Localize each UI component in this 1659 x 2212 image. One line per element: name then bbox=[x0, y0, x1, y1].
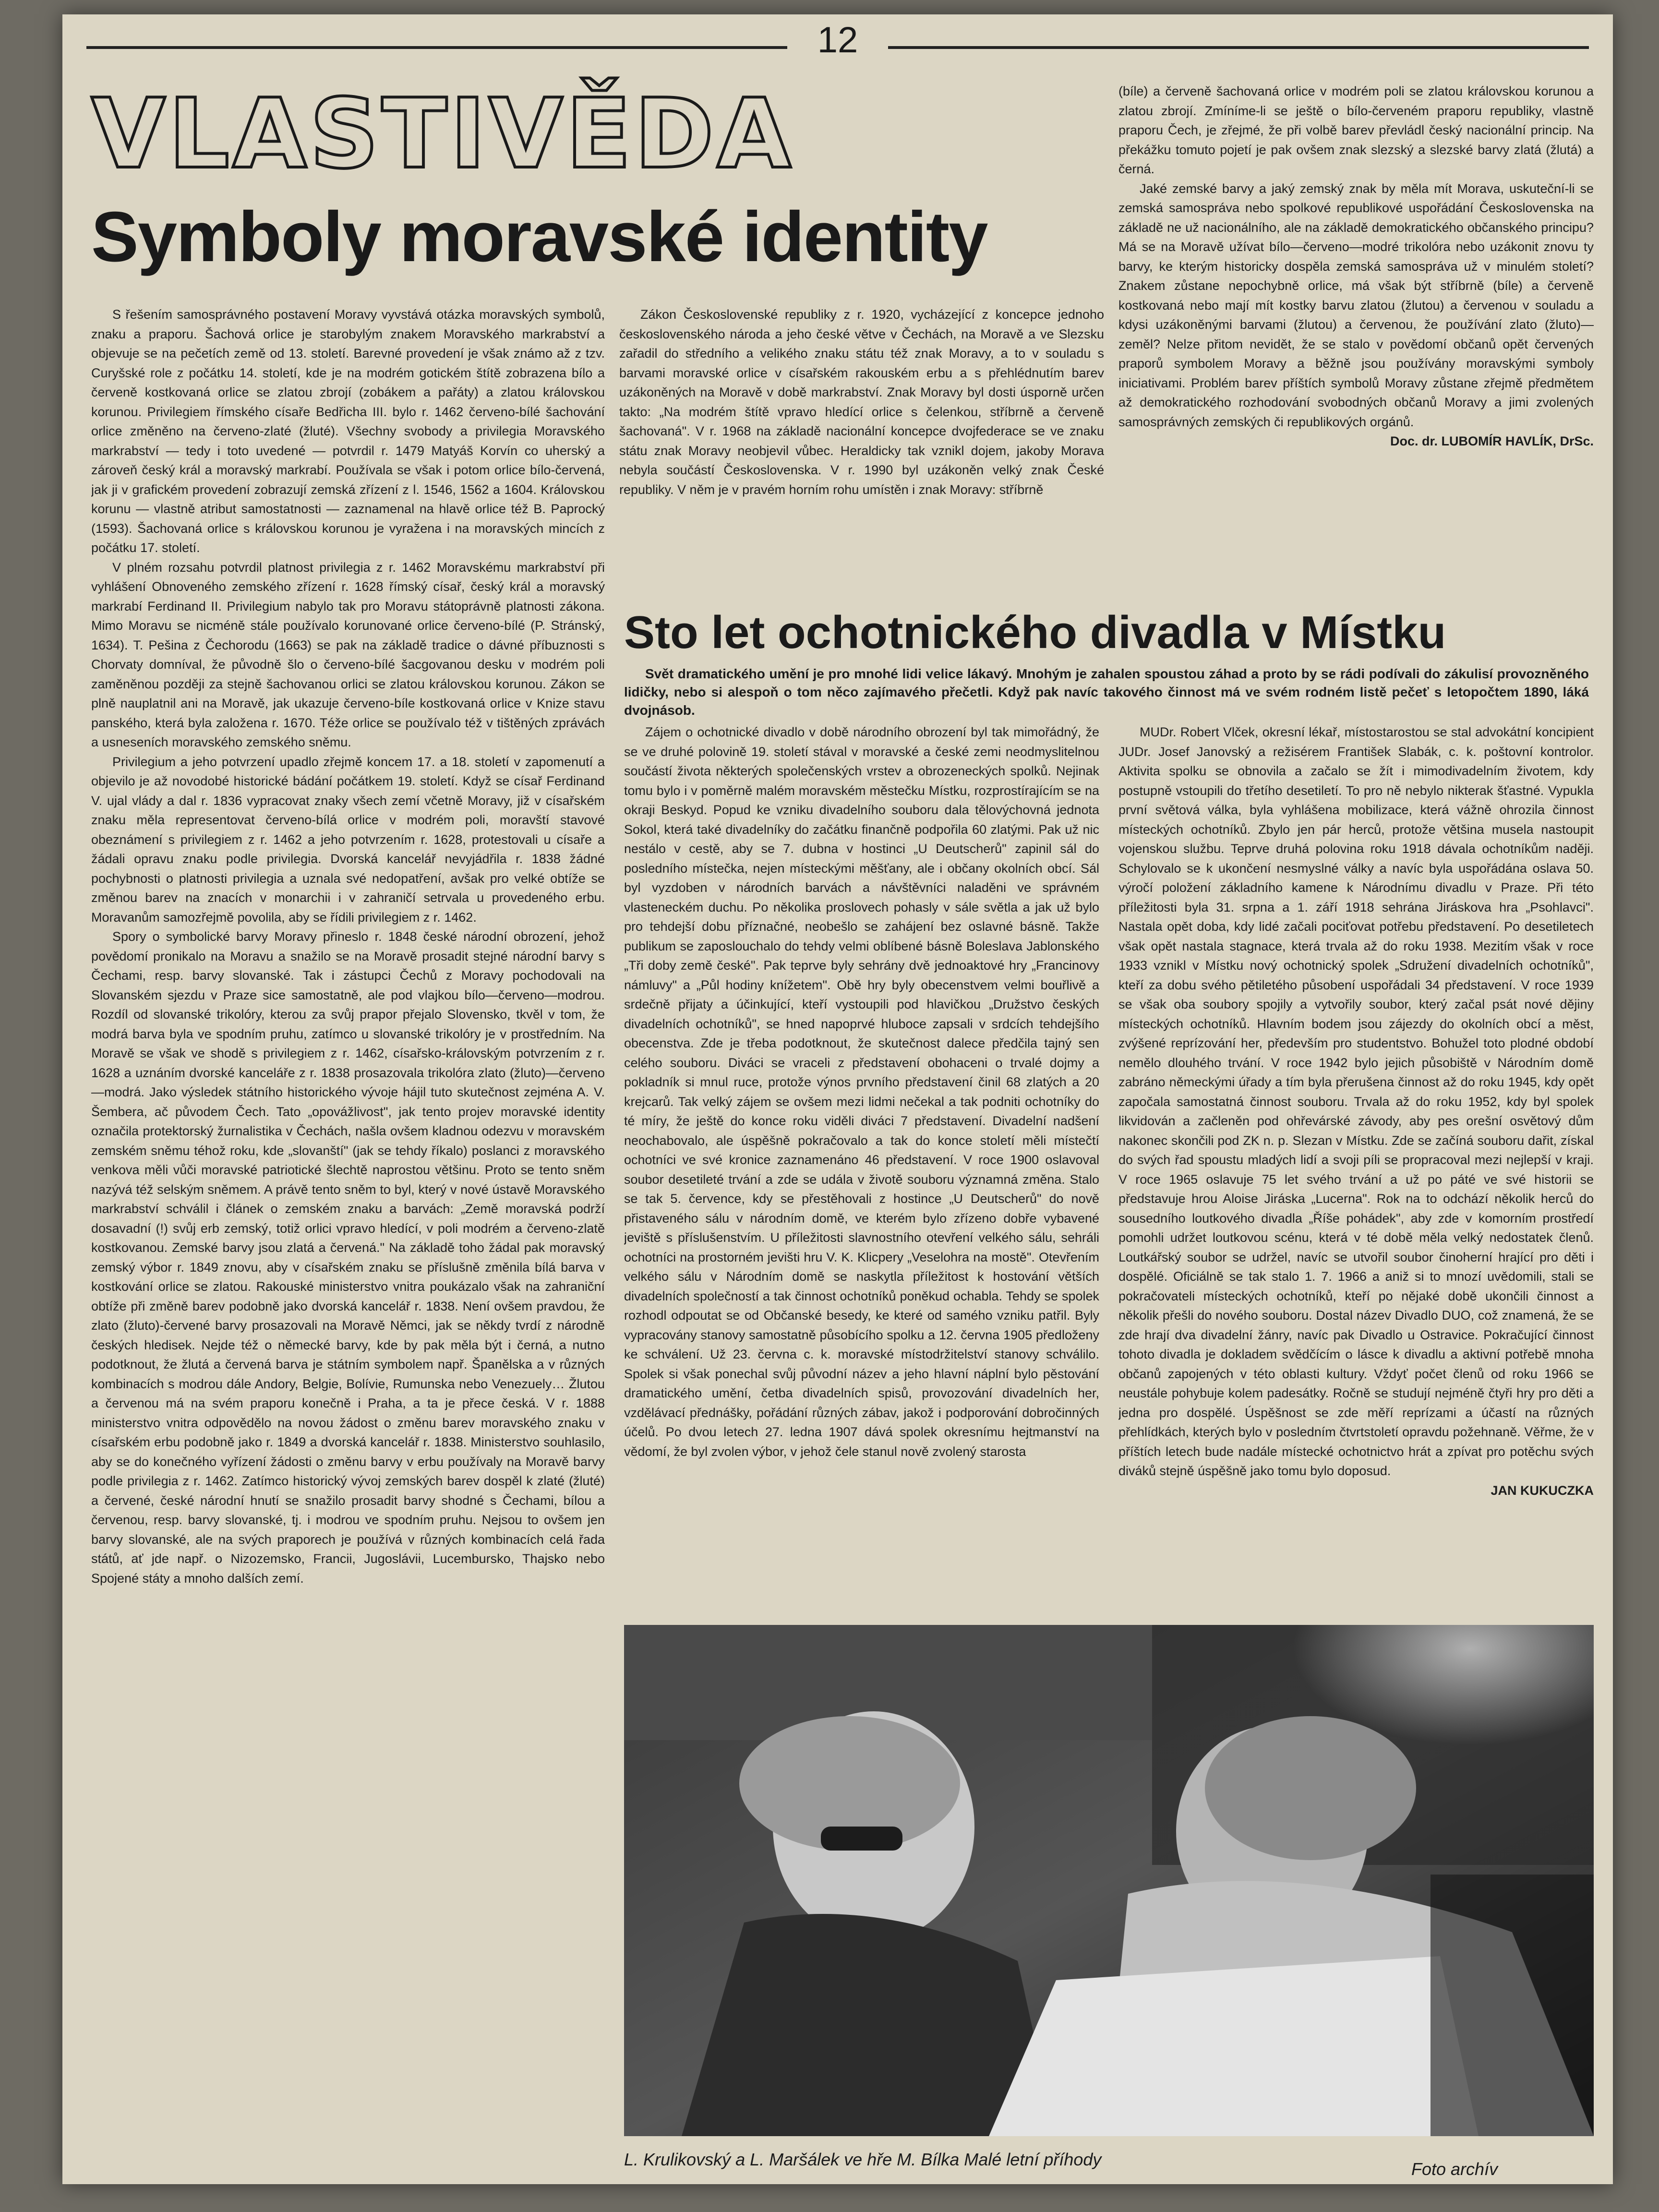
section-title: VLASTIVĚDA bbox=[91, 78, 794, 190]
newspaper-page bbox=[62, 14, 1613, 2184]
article1-column-2 bbox=[619, 305, 1104, 600]
article2-lead: Svět dramatického umění je pro mnohé lidi velice lákavý. Mnohým je zahalen spoustou záhad a proto by se rádi podívali do zákulisí provozněného lidičky, nebo si alespoň o tom něco zajímavého přečetli. Když pak navíc takového činnost má ve svém rodném listě pečeť s letopočtem 1890, láká dvojnásob. bbox=[624, 666, 1589, 718]
article1-paragraph: Spory o symbolické barvy Moravy přineslo r. 1848 české národní obrození, jehož povědomí pronikalo na Moravu a snažilo se na Moravě prosadit stejné národní barvy s Čechami, resp. barvy slovanské. Tak i zástupci Čechů z Moravy pochodovali na Slovanském sjezdu v Praze sice samostatně, ale pod vlajkou bílo—červeno—modrou. Rozdíl od slovanské trikolóry, kterou za svůj prapor přejalo Slovensko, tkvěl v tom, že modrá barva byla ve spodním pruhu, zatímco u slovanské trikolóry je v prostředním. Na Moravě se však ve shodě s privilegiem z r. 1462, císařsko-královským potvrzením z r. 1628 a uznáním dvorské kanceláře z r. 1838 prosazovala trikolóra zlato (žluto)—červeno—modrá. Jako výsledek státního historického vývoje hájil tuto skutečnost zejména A. V. Šembera, ač původem Čech. Tato „opovážlivost", jak tento projev moravské identity označila protektorský žurnalistika v Čechách, našla ovšem kladnou odezvu v moravském zemském sněmu téhož roku, kde „slovanští" (jak se tehdy říkalo) poslanci z moravského venkova měli vůči moravské patriotické šlechtě naprostou většinu. Proto se tento sněm nazývá též selským sněmem. A právě tento sněm to byl, který v nové ústavě Moravského markrabství schválil i článek o zemském znaku a barvách: „Země moravská podrží dosavadní (!) svůj erb zemský, totiž orlici vpravo hledící, v poli modrém a červeno-zlatě kostkovanou. Zemské barvy jsou zlatá a červená." Na základě toho žádal pak moravský zemský výbor r. 1849 znovu, aby v císařském znaku se příslušně změnila bílá barva v kostkování orlice se zlatou. Rakouské ministerstvo vnitra poukázalo však na zahraniční obtíže při změně barev podobně jako dvorská kancelář r. 1838. Není ovšem pravdou, že zlato (žluto)-červené barvy prosazovali na Moravě Němci, jak se někdy tvrdí z národně českých hledisek. Nejde též o německé barvy, kde by pak měla být i černá, a nutno podotknout, že žlutá a červená barva je státním symbolem např. Španělska a v různých kombinacích s modrou dále Andory, Belgie, Bolívie, Rumunska nebo Venezuely… Žlutou a červenou má na svém praporu konečně i Praha, a ta je přece česká. V r. 1888 ministerstvo vnitra odpovědělo na novou žádost o změnu barev moravského znaku v císařském erbu podobně jako r. 1849 a dvorská kancelář r. 1838. Ministerstvo souhlasilo, aby se do konečného vyřízení žádosti o změnu barvy v erbu používaly na Moravě barvy podle privilegia z r. 1462. Zatímco historický vývoj zemských barev dospěl k zlaté (žluté) a červené, české národní hnutí se snažilo prosadit barvy shodné s Čechami, bílou a červenou, resp. barvy slovanské, tj. i modrou ve spodním pruhu. Nejsou to ovšem jen barvy slovanské, ale na svých praporech je používá v různých kombinacích celá řada států, ať jde např. o Nizozemsko, Francii, Jugoslávii, Lucembursko, Thajsko nebo Spojené státy a mnoho dalších zemí. bbox=[91, 929, 605, 1586]
article2-column-2 bbox=[1118, 722, 1594, 1618]
article2-paragraph: Zájem o ochotnické divadlo v době národního obrození byl tak mimořádný, že se ve druhé polovině 19. století stával v moravské a české zemi neodmyslitelnou součástí života některých společenských vrstev a obrozeneckých spolků. Nejinak tomu bylo i v poměrně malém moravském městečku Místku, rozprostírajícím se na okraji Beskyd. Popud ke vzniku divadelního souboru dala tělovýchovná jednota Sokol, která také divadelníky do začátku finančně podpořila 60 zlatými. Pak už nic nestálo v cestě, aby se 7. dubna v hostinci „U Deutscherů" zapinil sál do posledního místečka, nejen místeckými měšťany, ale i občany okolních obcí. Sál byl vyzdoben v národních barvách a návštěvníci naladěni ve správném vlasteneckém duchu. Po několika proslovech pohasly v sále světla a jak už bylo pro tehdejší dobu příznačné, neobešlo se zahájení bez oslavné básně. Takže publikum se zaposlouchalo do tehdy velmi oblíbené básně Boleslava Jablonského „Tři doby země české". Pak teprve byly sehrány dvě jednoaktové hry „Francinovy námluvy" a „Půl hodiny knížetem". Obě hry byly obecenstvem velmi bouřlivě a srdečně přijaty a účinkující, kteří vystoupili pod hlavičkou „Družstvo českých divadelních ochotníků", se hned napoprvé hluboce zapsali v srdcích tehdejšího obecenstva. Zde je třeba podotknout, že skutečnost dalece předčila tajný sen celého souboru. Diváci se vraceli z představení obohaceni o trvalé dojmy a pokladník si mnul ruce, protože výnos prvního představení činil 68 zlatých a 20 krejcarů. Tak velký zájem se ovšem mezi lidmi nečekal a tak podniti ochotníky do té míry, že ještě do konce roku viděli diváci 7 představení. Divadelní nadšení neochabovalo, ale úspěšně pokračovalo a tak do konce století měli místečtí ochotníci ve své kronice zaznamenáno 46 představení. V roce 1900 oslavoval soubor desetileté trvání a zde se udála v životě souboru významná změna. Stalo se tak 5. července, kdy se přestěhovali z hostince „U Deutscherů" do nově přistaveného sálu v národním domě, ve kterém bylo zřízeno dobře vybavené jeviště s příslušenstvím. U příležitosti slavnostního otevření velkého sálu, sehráli ochotníci na prostorném jevišti hru V. K. Klicpery „Veselohra na mostě". Otevřením velkého sálu v Národním domě se naskytla příležitost k hostování větších divadelních společností a tak činnost ochotníků poněkud ochabla. Tehdy se spolek rozhodl odpoutat se od Občanské besedy, ke které od samého vzniku patřil. Byly vypracovány stanovy samostatně působícího spolku a 12. června 1905 předloženy ke schválení. Už 23. června c. k. moravské místodržitelství stanovy schválilo. Spolek si však ponechal svůj původní název a jeho hlavní náplní bylo pěstování dramatického umění, četba divadelních spisů, provozování divadelních her, vzdělávací přednášky, pořádání různých zábav, jakož i podporování dobročinných účelů. Po dvou letech 27. ledna 1907 dává spolek okresnímu hejtmanství na vědomí, že byl zvolen výbor, v jehož čele stanul nově zvolený starosta bbox=[624, 725, 1099, 1459]
article2-title: Sto let ochotnického divadla v Místku bbox=[624, 607, 1446, 658]
article1-paragraph: Privilegium a jeho potvrzení upadlo zřejmě koncem 17. a 18. století v zapomenutí a objevilo je až novodobé historické bádání počátkem 19. století. Když se císař Ferdinand V. ujal vlády a dal r. 1836 vypracovat znaky všech zemí včetně Moravy, již v císařském znaku měla representovat červeno-bílá orlice v modrém poli, moravští stavové obeznámení s privilegiem z r. 1462 a jeho potvrzením r. 1628, protestovali u císaře a žádali opravu znaku podle privilegia. Dvorská kancelář nevyjádřila r. 1838 žádné pochybnosti o platnosti privilegia a uznala své nedopatření, avšak pro velké obtíže se změnou barev na znacích v monarchii i v zahraničí setrvala u provedeného erbu. Moravanům samozřejmě povolila, aby se řídili privilegiem z r. 1462. bbox=[91, 754, 605, 925]
photo-caption: L. Krulikovský a L. Maršálek ve hře M. Bílka Malé letní příhody bbox=[624, 2150, 1102, 2169]
article2-author: JAN KUKUCZKA bbox=[1491, 1483, 1594, 1498]
article1-column-3 bbox=[1118, 82, 1594, 600]
photo-credit: Foto archív bbox=[1411, 2159, 1498, 2179]
theater-photo bbox=[624, 1625, 1594, 2136]
article1-title: Symboly moravské identity bbox=[91, 197, 987, 276]
article1-paragraph: S řešením samosprávného postavení Moravy vyvstává otázka moravských symbolů, znaku a praporu. Šachová orlice je starobylým znakem Moravského markrabství a objevuje se na pečetích země od 13. století. Barevné provedení je však známo až z tzv. Curyšské role z počátku 14. století, kde je na modrém gotickém štítě zobrazena bílo a červeně kostkovaná orlice se zlatou zbrojí (zobákem a pařáty) a zlatou královskou korunou. Privilegiem římského císaře Bedřicha III. bylo r. 1462 červeno-bílé šachování orlice změněno na červeno-zlaté (žluté). Všechny svobody a privilegia Moravského markrabství — tedy i toto uvedené — potvrdil r. 1479 Matyáš Korvín co uherský a zároveň český král a moravský markrabí. Používala se však i potom orlice bílo-červená, jak ji v grafickém provedení zobrazují zemská zřízení z l. 1546, 1562 a 1604. Královskou korunu — vlastně atribut samostatnosti — zaznamenal na hlavě orlice též B. Paprocký (1593). Šachovaná orlice s královskou korunou je vyražena i na moravských mincích z počátku 17. století. bbox=[91, 307, 605, 555]
article2-column-1 bbox=[624, 722, 1099, 1618]
article1-author: Doc. dr. LUBOMÍR HAVLÍK, DrSc. bbox=[1390, 434, 1594, 448]
header-rule-left bbox=[86, 46, 787, 49]
header-rule-right bbox=[888, 46, 1589, 49]
article1-paragraph: Jaké zemské barvy a jaký zemský znak by měla mít Morava, uskuteční-li se zemská samospráva nebo spolkové republikové uspořádání Československa na základě ne už nacionálního, ale na základě demokratického občanského principu? Má se na Moravě užívat bílo—červeno—modré trikolóra nebo uzákonit znovu ty barvy, ke kterým historicky dospěla zemská samospráva už v minulém století? Znakem zůstane nepochybně orlice, má však být stříbrně (bíle) a červeně kostkovaná nebo mají mít kostky barvu zlatou (žlutou) a červenou v souladu a kdysi uzákoněnými barvami (žlutou) a červenou, že používání zlato (žluto)—zeměl? Nelze přitom nevidět, že se stalo v povědomí občanů opět červených praporů symbolem Moravy a běžně jsou používány moravskými symboly iniciativami. Problém barev příštích symbolů Moravy zůstane zřejmě předmětem až demokratického rozhodování svobodných občanů Moravy a jimi zvolených samosprávných zemských či republikových orgánů. bbox=[1118, 181, 1594, 429]
page-number: 12 bbox=[817, 20, 858, 60]
article1-paragraph: V plném rozsahu potvrdil platnost privilegia z r. 1462 Moravskému markrabství při vyhlášení Obnoveného zemského zřízení r. 1628 římský císař, český král a moravský markrabí Ferdinand II. Privilegium nabylo tak pro Moravu státoprávně platnosti zákona. Mimo Moravu se nicméně stále používalo korunované orlice červeno-bílé (P. Stránský, 1634). T. Pešina z Čechorodu (1663) se pak na základě tradice o dávné příbuznosti s Chorvaty domníval, že původně šlo o červeno-bílé šacgovanou desku v modrém poli zaměněnou později za stejně šachovanou orlici se zlatou královskou korunou. Zákon se plně nauplatnil ani na Moravě, jak ukazuje červeno-bíle kostkovaná orlice v Knize stavu panského, která byla založena r. 1670. Téže orlice se používalo též v tištěných zprávách a usneseních moravského zemského sněmu. bbox=[91, 560, 605, 749]
article2-paragraph: MUDr. Robert Vlček, okresní lékař, místostarostou se stal advokátní koncipient JUDr. Josef Janovský a režisérem František Slabák, c. k. poštovní kontrolor. Aktivita spolku se obnovila a začalo se žít i mimodivadelním životem, kdy postupně vstoupili do třetího desetiletí. To pro ně nebylo nikterak šťastné. Vypukla první světová válka, byla vyhlášena mobilizace, která vážně ohrozila činnost místeckých ochotníků. Zbylo jen pár herců, protože většina musela nastoupit vojenskou službu. Teprve druhá polovina roku 1918 dávala ochotníkům naději. Schylovalo se k ukončení nesmyslné války a navíc byla uspořádána oslava 50. výročí položení základního kamene k Národnímu divadlu v Praze. Při této příležitosti byla 31. srpna a 1. září 1918 sehrána Jiráskova hra „Psohlavci". Nastala opět doba, kdy lidé začali pociťovat potřebu představení. Po desetiletech však opět nastala stagnace, která trvala až do roku 1938. Mezitím však v roce 1933 vznikl v Místku nový ochotnický spolek „Sdružení divadelních ochotníků", kteří za dobu svého pětiletého působení uspořádali 34 představení. V roce 1939 se však oba soubory spojily a vytvořily soubor, který začal psát nové dějiny místeckých ochotníků. Hlavním bodem jsou zájezdy do okolních obcí a měst, zvýšené reprízování her, především pro studentstvo. Bohužel toto plodné období nemělo dlouhého trvání. V roce 1942 bylo jejich působiště v Národním domě zabráno německými úřady a tím byla přerušena činnost až do roku 1945, kdy opět započala samostatná činnost souboru. Trvala až do roku 1952, kdy byl spolek likvidován a začleněn pod ohřevárské závody, aby pes orešní osvětový dům nakonec skončili pod ZK n. p. Slezan v Místku. Zde se začíná souboru dařit, získal do svých řad spoustu mladých lidí a svoji píli se propracoval mezi nejlepší v kraji. V roce 1965 oslavuje 75 let svého trvání a už po páté ve své historii se představuje hrou Aloise Jiráska „Lucerna". Rok na to odchází několik herců do sousedního loutkového divadla „Říše pohádek", aby zde v komorním prostředí pomohli udržet loutkovou scénu, která v té době měla velký nedostatek členů. Loutkářský soubor se udržel, navíc se utvořil soubor činoherní hrající pro děti i dospělé. Oficiálně se tak stalo 1. 7. 1966 a aniž si to mnozí uvědomili, stali se pokračovateli místeckých ochotníků, kteří po nějaké době ukončili činnost a několik přešli do nového souboru. Dostal název Divadlo DUO, což znamená, že se zde hrají dva divadelní žánry, navíc pak Divadlo u Ostravice. Pokračující činnost tohoto divadla je dokladem svědčícím o lásce k divadlu a aktivní potřebě mnoha občanů zapojených v této oblasti kultury. Vždyť počet členů od roku 1966 se neustále pohybuje kolem padesátky. Ročně se studují nejméně čtyři hry pro děti a jedna pro dospělé. Úspěšnost se zde měří reprízami a účastí na různých přehlídkách, kterých bylo v posledním čtvrtstoletí opravdu požehnaně. Věřme, že v příštích letech bude nadále místecké ochotnictvo hrát a zpívat pro potěchu svých diváků stejně úspěšně jako tomu bylo doposud. bbox=[1118, 725, 1594, 1478]
article1-paragraph: (bíle) a červeně šachovaná orlice v modrém poli se zlatou královskou korunou a zlatou zbrojí. Zmíníme-li se ještě o bílo-červeném praporu republiky, vlastně praporu Čech, je zřejmé, že při volbě barev převládl český nacionální princip. Na překážku tomuto pojetí je pak ovšem znak slezský a slezské barvy zlatá (žlutá) a černá. bbox=[1118, 84, 1594, 176]
article1-column-1 bbox=[91, 305, 605, 2172]
article1-paragraph: Zákon Československé republiky z r. 1920, vycházející z koncepce jednoho československého národa a jeho české větve v Čechách, na Moravě a ve Slezsku zařadil do středního a velikého znaku státu též znak Moravy, a to v souladu s barvami moravské orlice v císařském rakouském erbu a s přehlédnutím barev uzákoněných na Moravě v době markrabství. Znak Moravy byl dosti úsporně určen takto: „Na modrém štítě vpravo hledící orlice s čelenkou, stříbrně a červeně šachovaná". V r. 1968 na základě nacionální koncepce dvojfederace se ve znaku státu znak Moravy neobjevil vůbec. Heraldicky tak vznikl dojem, jakoby Morava nebyla součástí Československa. V r. 1990 byl uzákoněn velký znak České republiky. V něm je v pravém horním rohu umístěn i znak Moravy: stříbrně bbox=[619, 307, 1104, 497]
